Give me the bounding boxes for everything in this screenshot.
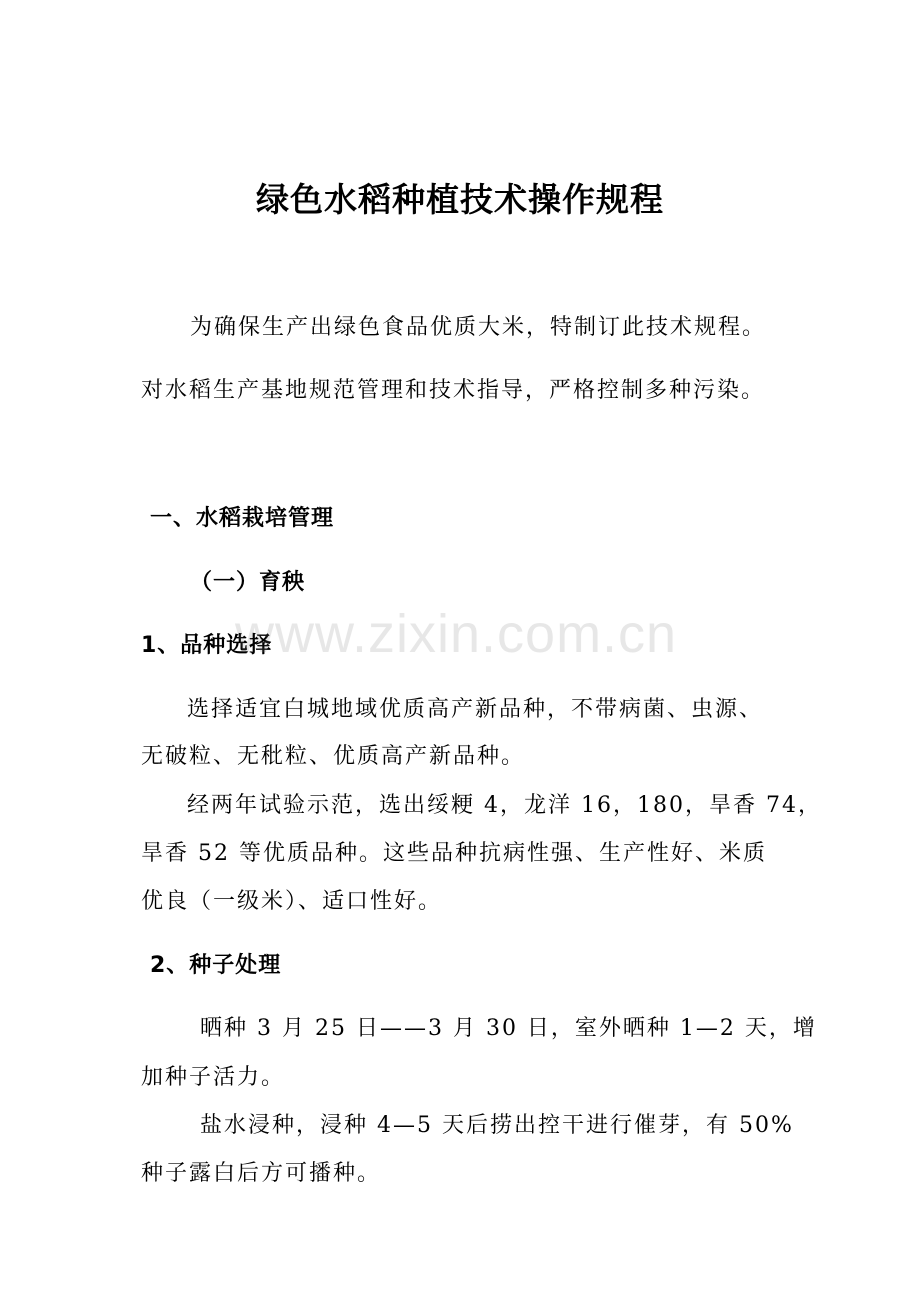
item-1-para-1-line-1: 选择适宜白城地域优质高产新品种，不带病菌、虫源、 (187, 697, 764, 722)
subsection-heading: （一）育秧 (190, 570, 306, 595)
item-2-para-2-line-1: 盐水浸种，浸种 4—5 天后捞出控干进行催芽，有 50% (200, 1113, 794, 1138)
document-title: 绿色水稻种植技术操作规程 (256, 180, 664, 219)
item-1-para-2-line-2: 旱香 52 等优质品种。这些品种抗病性强、生产性好、米质 (141, 841, 767, 866)
intro-line-2: 对水稻生产基地规范管理和技术指导，严格控制多种污染。 (141, 378, 766, 403)
item-2-para-1-line-2: 加种子活力。 (141, 1065, 286, 1090)
section-1-heading: 一、水稻栽培管理 (150, 506, 335, 531)
item-2-para-2-line-2: 种子露白后方可播种。 (141, 1161, 382, 1186)
intro-line-1: 为确保生产出绿色食品优质大米，特制订此技术规程。 (190, 315, 767, 340)
item-1-para-1-line-2: 无破粒、无秕粒、优质高产新品种。 (141, 744, 526, 769)
item-2-heading: 2、种子处理 (150, 953, 282, 978)
item-2-para-1-line-1: 晒种 3 月 25 日——3 月 30 日，室外晒种 1—2 天，增 (200, 1016, 817, 1041)
watermark: www.zixin.com.cn (235, 604, 678, 664)
item-1-para-2-line-1: 经两年试验示范，选出绥粳 4，龙洋 16，180，旱香 74， (187, 793, 822, 818)
item-1-heading: 1、品种选择 (141, 633, 273, 658)
item-1-para-2-line-3: 优良（一级米）、适口性好。 (141, 889, 443, 914)
